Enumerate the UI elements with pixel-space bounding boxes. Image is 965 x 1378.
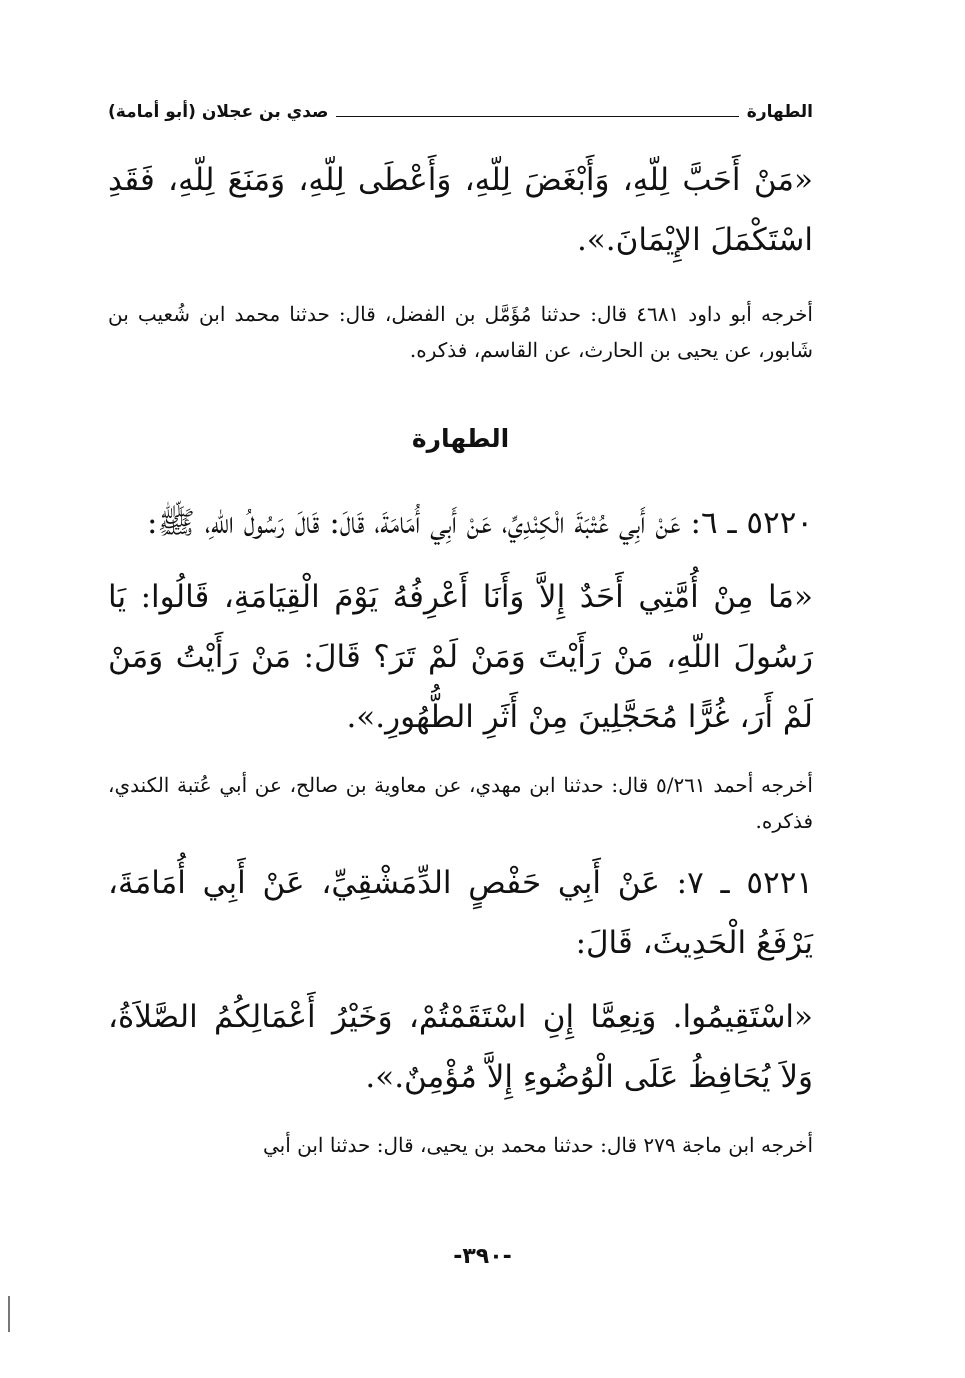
hadith-intro: ٥٢٢٠ ـ ٦: عَنْ أَبِي عُتْبَةَ الْكِنْدِيِّ، عَنْ أَبِي أُمَامَةَ، قَالَ: قَالَ رَسُولُ اللّهِ، ﷺ: xyxy=(147,505,813,541)
hadith-intro: ٥٢٢١ ـ ٧: عَنْ أَبِي حَفْصٍ الدِّمَشْقِيِّ، عَنْ أَبِي أُمَامَةَ، يَرْفَعُ الْحَدِيثَ، قَالَ: xyxy=(108,865,814,961)
hadith-text: «اسْتَقِيمُوا. وَنِعِمَّا إِنِ اسْتَقَمْتُمْ، وَخَيْرُ أَعْمَالِكُمُ الصَّلاَةُ، وَلاَ يُحَافِظُ عَلَى الْوُضُوءِ إِلاَّ مُؤْمِنٌ.». xyxy=(108,999,813,1095)
takhrij-note: أخرجه أحمد ٥/٢٦١ قال: حدثنا ابن مهدي، عن معاوية بن صالح، عن أبي عُتبة الكندي، فذكره. xyxy=(108,773,813,833)
margin-scan-mark xyxy=(8,1296,10,1332)
section-heading: الطهارة xyxy=(411,424,510,453)
hadith-text: «مَا مِنْ أُمَّتِي أَحَدٌ إِلاَّ وَأَنَا أَعْرِفُهُ يَوْمَ الْقِيَامَةِ، قَالُوا: يَا رَسُولَ اللّهِ، مَنْ رَأَيْتَ وَمَنْ لَمْ تَرَ؟ قَالَ: مَنْ رَأَيْتُ وَمَنْ لَمْ أَرَ، غُرًّا مُحَجَّلِينَ مِنْ أَثَرِ الطُّهُورِ.». xyxy=(108,579,813,735)
header-rule xyxy=(336,116,738,117)
header-section-title: صدي بن عجلان (أبو أمامة) xyxy=(108,102,329,122)
page-content xyxy=(108,150,813,1163)
header-chapter-title: الطهارة xyxy=(746,102,813,122)
takhrij-note: أخرجه أبو داود ٤٦٨١ قال: حدثنا مُؤَمَّل بن الفضل، قال: حدثنا محمد ابن شُعيب بن شَابور، عن يحيى بن الحارث، عن القاسم، فذكره. xyxy=(108,302,813,362)
page-number: -٣٩٠- xyxy=(453,1244,512,1269)
running-header xyxy=(108,96,813,122)
hadith-text: «مَنْ أَحَبَّ لِلّهِ، وَأَبْغَضَ لِلّهِ، وَأَعْطَى لِلّهِ، وَمَنَعَ لِلّهِ، فَقَدِ اسْتَكْمَلَ الإِيْمَانَ.». xyxy=(108,162,813,258)
takhrij-note: أخرجه ابن ماجة ٢٧٩ قال: حدثنا محمد بن يحيى، قال: حدثنا ابن أبي xyxy=(262,1133,813,1157)
